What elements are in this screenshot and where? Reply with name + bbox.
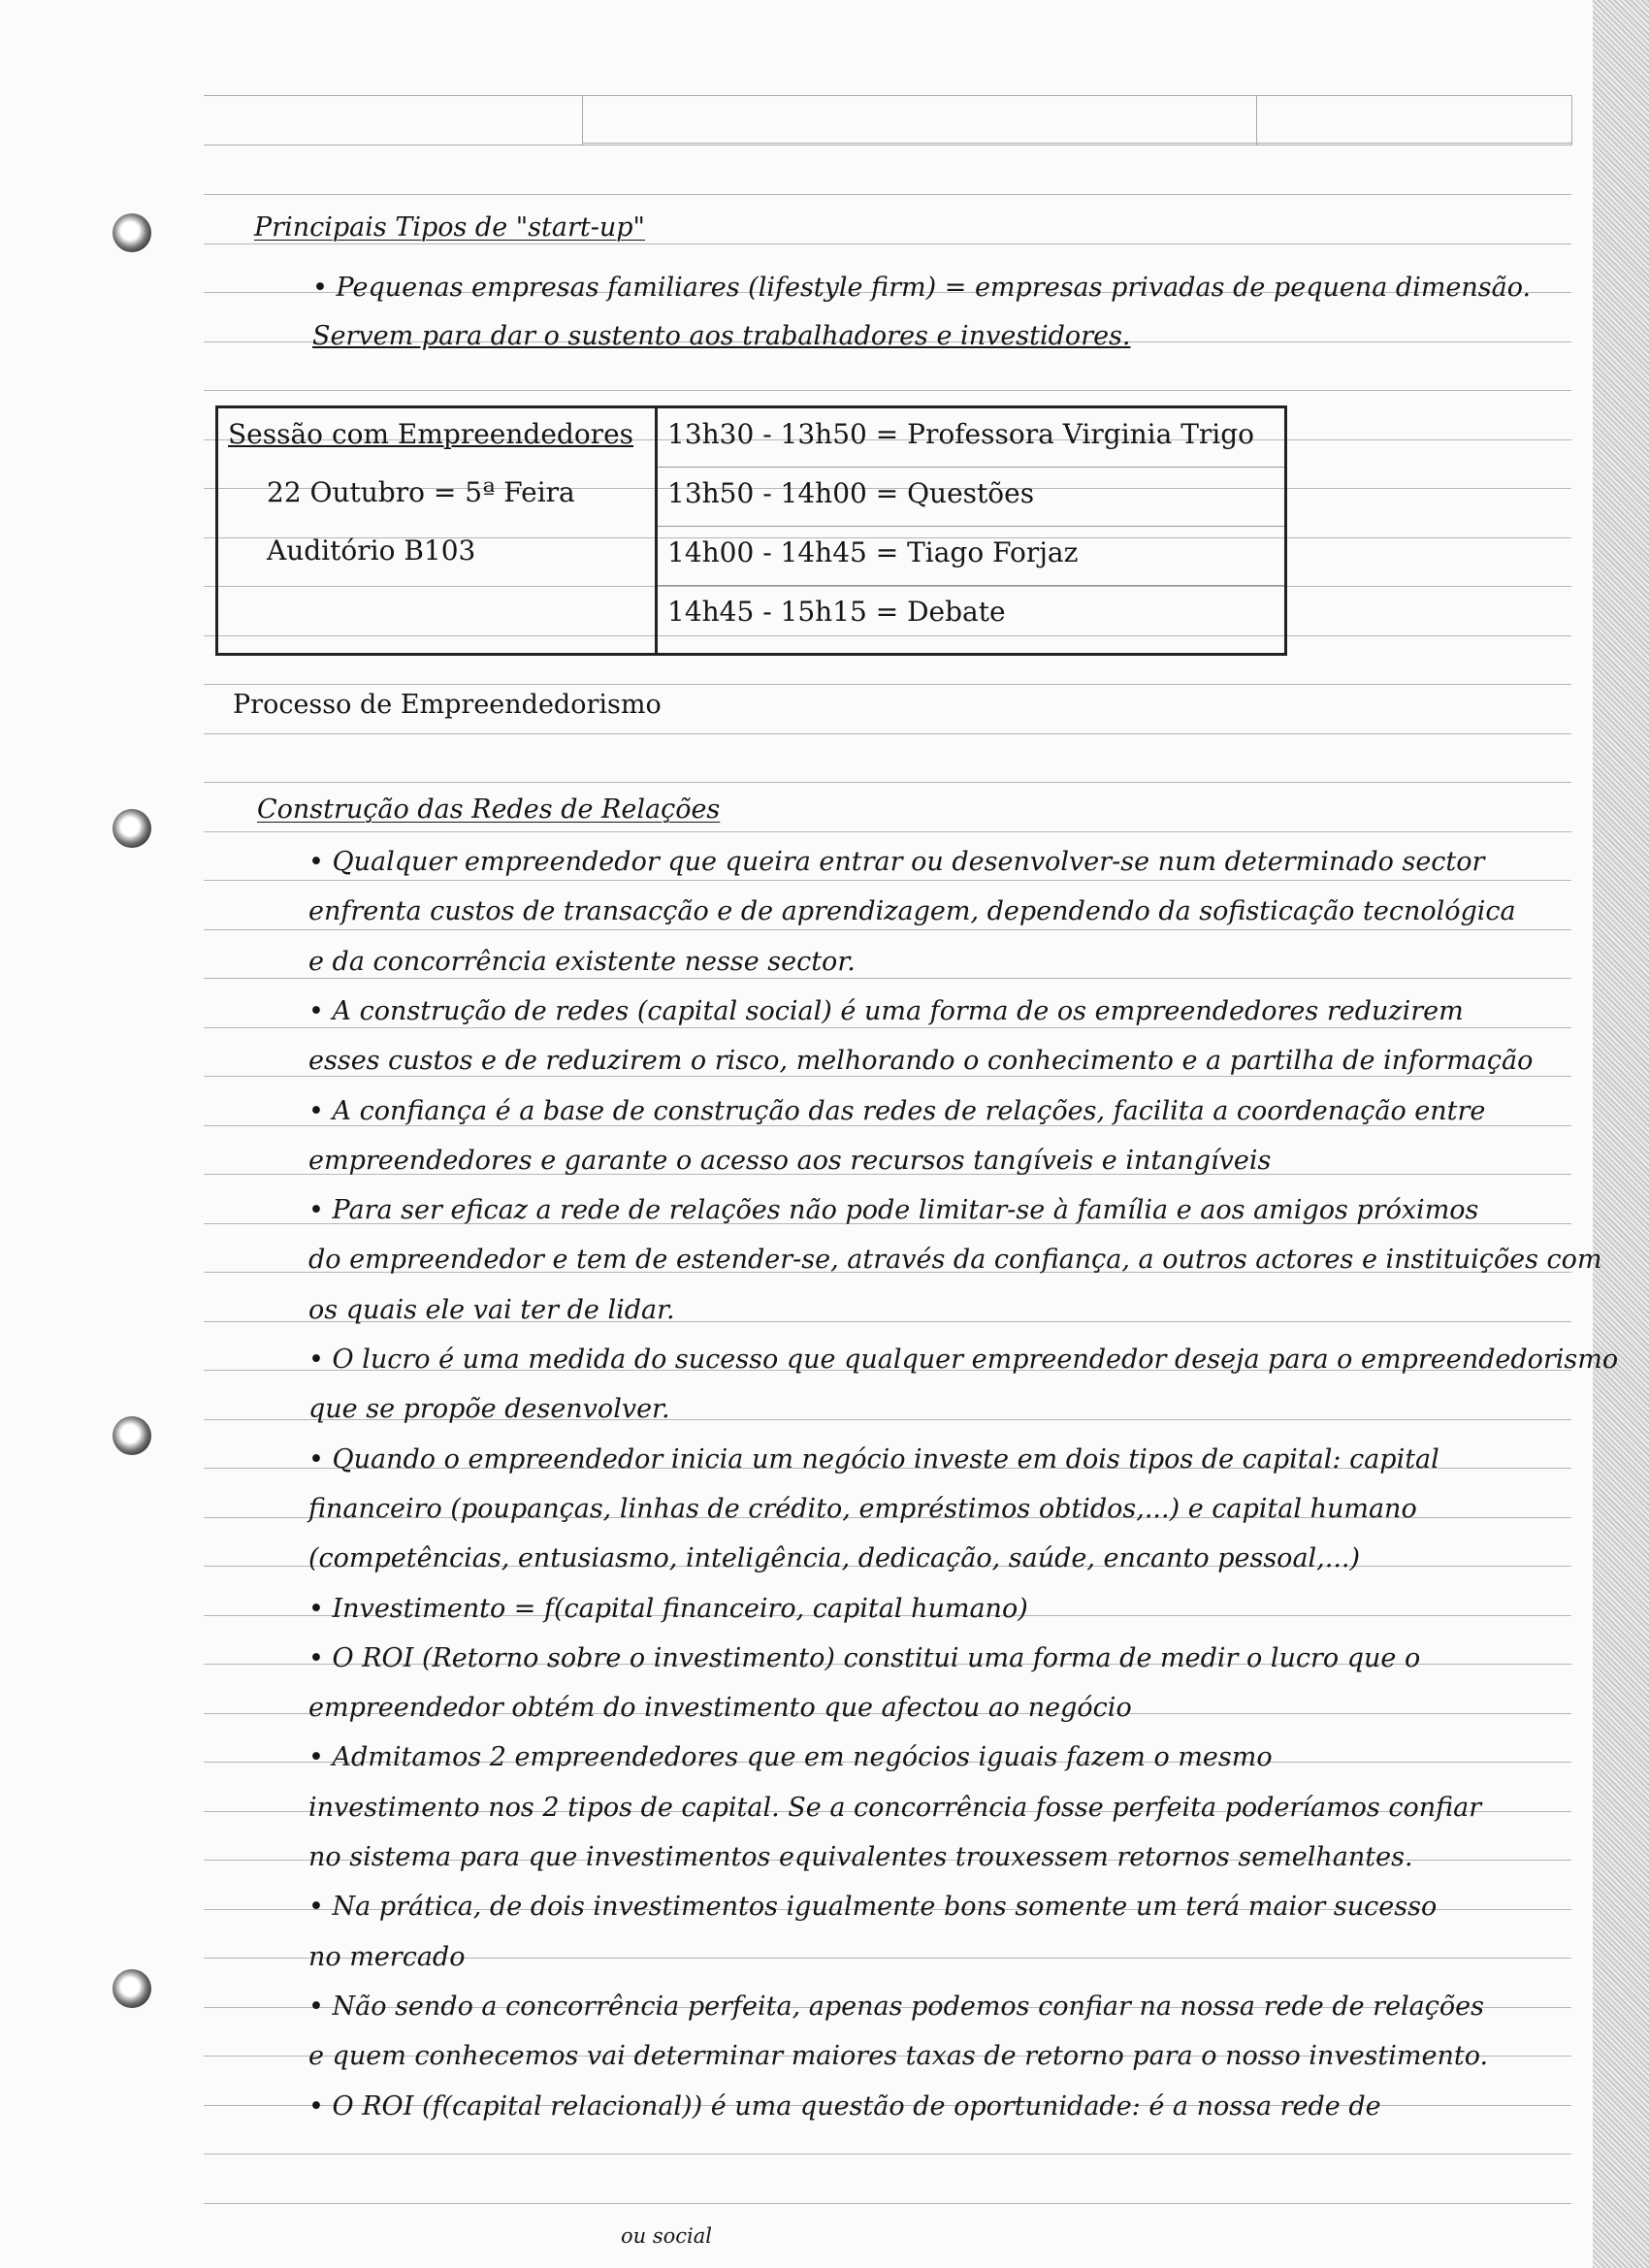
session-room: Auditório B103 xyxy=(267,535,476,567)
note-line: os quais ele vai ter de lidar. xyxy=(308,1295,675,1325)
ruled-line xyxy=(204,782,1571,783)
schedule-item: 13h30 - 13h50 = Professora Virginia Trigo xyxy=(667,418,1255,450)
note-line: (competências, entusiasmo, inteligência, dedicação, saúde, encanto pessoal,...) xyxy=(308,1543,1361,1573)
heading-process: Processo de Empreendedorismo xyxy=(233,690,662,720)
note-line: • A construção de redes (capital social) é uma forma de os empreendedores reduzirem xyxy=(308,996,1464,1026)
types-line-1: • Pequenas empresas familiares (lifestyle firm) = empresas privadas de pequena dimensão. xyxy=(312,273,1532,303)
note-line: enfrenta custos de transacção e de aprendizagem, dependendo da sofisticação tecnológica xyxy=(308,896,1516,926)
ruled-line xyxy=(204,733,1571,734)
ruled-line xyxy=(204,2203,1571,2204)
note-line: • Quando o empreendedor inicia um negócio investe em dois tipos de capital: capital xyxy=(308,1444,1439,1474)
session-table xyxy=(215,405,1287,656)
note-line: • Admitamos 2 empreendedores que em negócios iguais fazem o mesmo xyxy=(308,1742,1273,1772)
binder-hole-4 xyxy=(113,1969,151,2008)
ruled-line xyxy=(204,194,1571,195)
schedule-item: 14h00 - 14h45 = Tiago Forjaz xyxy=(658,526,1284,585)
session-schedule-cell xyxy=(657,407,1286,655)
note-line: empreendedores e garante o acesso aos recursos tangíveis e intangíveis xyxy=(308,1146,1272,1176)
session-empty xyxy=(218,583,655,641)
session-date: 22 Outubro = 5ª Feira xyxy=(267,476,575,508)
note-line: no sistema para que investimentos equivalentes trouxessem retornos semelhantes. xyxy=(308,1842,1413,1872)
schedule-item: 14h45 - 15h15 = Debate xyxy=(658,585,1284,644)
schedule-item: 13h50 - 14h00 = Questões xyxy=(658,467,1284,526)
footnote-or-social: ou social xyxy=(621,2224,712,2248)
note-line: • Para ser eficaz a rede de relações não pode limitar-se à família e aos amigos próximos xyxy=(308,1195,1479,1225)
note-line: • A confiança é a base de construção das redes de relações, facilita a coordenação entre xyxy=(308,1096,1486,1126)
note-line: que se propõe desenvolver. xyxy=(308,1394,670,1424)
ruled-line xyxy=(204,929,1571,930)
ruled-line xyxy=(204,684,1571,685)
binder-hole-2 xyxy=(113,809,151,848)
note-line: investimento nos 2 tipos de capital. Se a concorrência fosse perfeita poderíamos confiar xyxy=(308,1793,1482,1823)
note-line: • O ROI (Retorno sobre o investimento) constitui uma forma de medir o lucro que o xyxy=(308,1643,1421,1673)
ruled-line xyxy=(204,880,1571,881)
note-line: no mercado xyxy=(308,1942,466,1972)
header-box xyxy=(204,95,1572,146)
note-line: • O ROI (f(capital relacional)) é uma questão de oportunidade: é a nossa rede de xyxy=(308,2091,1381,2122)
page-edge-shading xyxy=(1593,0,1649,2268)
note-line: empreendedor obtém do investimento que afectou ao negócio xyxy=(308,1693,1132,1723)
binder-hole-1 xyxy=(113,213,151,252)
note-line: e quem conhecemos vai determinar maiores taxas de retorno para o nosso investimento. xyxy=(308,2041,1489,2071)
note-line: financeiro (poupanças, linhas de crédito, empréstimos obtidos,...) e capital humano xyxy=(308,1494,1417,1524)
note-line: esses custos e de reduzirem o risco, melhorando o conhecimento e a partilha de informação xyxy=(308,1046,1534,1076)
session-info-cell xyxy=(217,407,657,655)
ruled-line xyxy=(204,390,1571,391)
session-title: Sessão com Empreendedores xyxy=(228,418,634,450)
heading-startup-types: Principais Tipos de "start-up" xyxy=(254,212,645,243)
heading-networks: Construção das Redes de Relações xyxy=(257,794,721,825)
note-line: • Qualquer empreendedor que queira entrar ou desenvolver-se num determinado sector xyxy=(308,847,1485,877)
note-line: • Investimento = f(capital financeiro, capital humano) xyxy=(308,1594,1028,1624)
types-line-2: Servem para dar o sustento aos trabalhadores e investidores. xyxy=(312,321,1131,351)
note-line: • Não sendo a concorrência perfeita, apenas podemos confiar na nossa rede de relações xyxy=(308,1992,1484,2022)
binder-hole-3 xyxy=(113,1416,151,1455)
note-line: • Na prática, de dois investimentos igualmente bons somente um terá maior sucesso xyxy=(308,1892,1438,1922)
note-line: e da concorrência existente nesse sector. xyxy=(308,947,856,977)
ruled-line xyxy=(204,2154,1571,2155)
ruled-line xyxy=(204,831,1571,832)
note-line: • O lucro é uma medida do sucesso que qualquer empreendedor deseja para o empreendedorismo xyxy=(308,1345,1619,1375)
note-line: do empreendedor e tem de estender-se, através da confiança, a outros actores e instituições com xyxy=(308,1245,1602,1275)
